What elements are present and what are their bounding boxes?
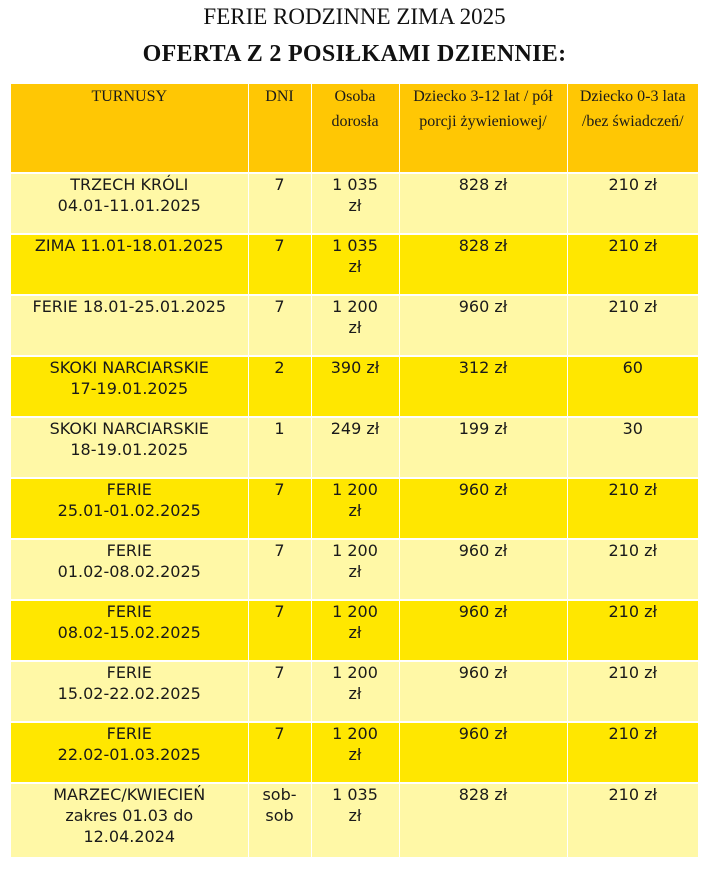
cell-dni: 7 [248,295,311,356]
cell-turnus: SKOKI NARCIARSKIE 17-19.01.2025 [11,356,248,417]
table-row [11,600,698,661]
cell-dziecko-3-12: 960 zł [399,661,567,722]
cell-turnus: SKOKI NARCIARSKIE 18-19.01.2025 [11,417,248,478]
cell-turnus: TRZECH KRÓLI 04.01-11.01.2025 [11,173,248,234]
cell-dni: 7 [248,722,311,783]
table-row [11,661,698,722]
table-row [11,234,698,295]
page-title: FERIE RODZINNE ZIMA 2025 [203,4,506,29]
cell-dziecko-0-3: 210 zł [567,539,698,600]
cell-turnus: FERIE 22.02-01.03.2025 [11,722,248,783]
column-header-dni: DNI [248,84,311,173]
cell-osoba-dorosla: 1 035 zł [311,234,399,295]
cell-osoba-dorosla: 1 200 zł [311,722,399,783]
cell-dziecko-3-12: 960 zł [399,478,567,539]
table-row [11,783,698,858]
table-row [11,539,698,600]
column-header-turnusy: TURNUSY [11,84,248,173]
cell-turnus: FERIE 18.01-25.01.2025 [11,295,248,356]
cell-turnus: FERIE 01.02-08.02.2025 [11,539,248,600]
cell-dziecko-3-12: 960 zł [399,539,567,600]
cell-dni: 7 [248,234,311,295]
table-header [11,84,698,173]
cell-dziecko-0-3: 210 zł [567,478,698,539]
cell-dziecko-0-3: 210 zł [567,783,698,858]
header-row [11,84,698,173]
column-header-osoba-dorosla: Osoba dorosła [311,84,399,173]
table-row [11,722,698,783]
cell-dni: 7 [248,478,311,539]
cell-osoba-dorosla: 390 zł [311,356,399,417]
table-row [11,478,698,539]
cell-dni: 7 [248,661,311,722]
table-row [11,295,698,356]
cell-dni: 1 [248,417,311,478]
cell-osoba-dorosla: 249 zł [311,417,399,478]
cell-dziecko-3-12: 199 zł [399,417,567,478]
cell-dziecko-0-3: 210 zł [567,661,698,722]
cell-turnus: FERIE 25.01-01.02.2025 [11,478,248,539]
table-row [11,356,698,417]
cell-turnus: MARZEC/KWIECIEŃ zakres 01.03 do 12.04.2024 [11,783,248,858]
cell-osoba-dorosla: 1 200 zł [311,539,399,600]
cell-dziecko-3-12: 960 zł [399,600,567,661]
cell-dziecko-0-3: 60 [567,356,698,417]
cell-osoba-dorosla: 1 200 zł [311,661,399,722]
table-body [11,173,698,858]
cell-dni: 7 [248,539,311,600]
cell-dni: 7 [248,173,311,234]
table-row [11,173,698,234]
cell-osoba-dorosla: 1 200 zł [311,600,399,661]
price-table [11,84,698,859]
cell-dziecko-0-3: 210 zł [567,722,698,783]
column-header-dziecko-0-3: Dziecko 0-3 lata /bez świadczeń/ [567,84,698,173]
page-subtitle: OFERTA Z 2 POSIŁKAMI DZIENNIE: [142,41,567,67]
cell-osoba-dorosla: 1 200 zł [311,295,399,356]
cell-turnus: FERIE 08.02-15.02.2025 [11,600,248,661]
cell-turnus: ZIMA 11.01-18.01.2025 [11,234,248,295]
cell-dni: 7 [248,600,311,661]
cell-dziecko-0-3: 30 [567,417,698,478]
cell-dziecko-3-12: 960 zł [399,295,567,356]
cell-dziecko-0-3: 210 zł [567,234,698,295]
cell-turnus: FERIE 15.02-22.02.2025 [11,661,248,722]
cell-dziecko-0-3: 210 zł [567,295,698,356]
column-header-dziecko-3-12: Dziecko 3-12 lat / pół porcji żywieniowej/ [399,84,567,173]
cell-dziecko-3-12: 828 zł [399,173,567,234]
cell-dni: sob- sob [248,783,311,858]
cell-dziecko-3-12: 828 zł [399,783,567,858]
cell-osoba-dorosla: 1 035 zł [311,783,399,858]
cell-dziecko-0-3: 210 zł [567,173,698,234]
cell-osoba-dorosla: 1 200 zł [311,478,399,539]
cell-dziecko-3-12: 960 zł [399,722,567,783]
cell-dni: 2 [248,356,311,417]
cell-osoba-dorosla: 1 035 zł [311,173,399,234]
cell-dziecko-0-3: 210 zł [567,600,698,661]
table-row [11,417,698,478]
cell-dziecko-3-12: 828 zł [399,234,567,295]
cell-dziecko-3-12: 312 zł [399,356,567,417]
